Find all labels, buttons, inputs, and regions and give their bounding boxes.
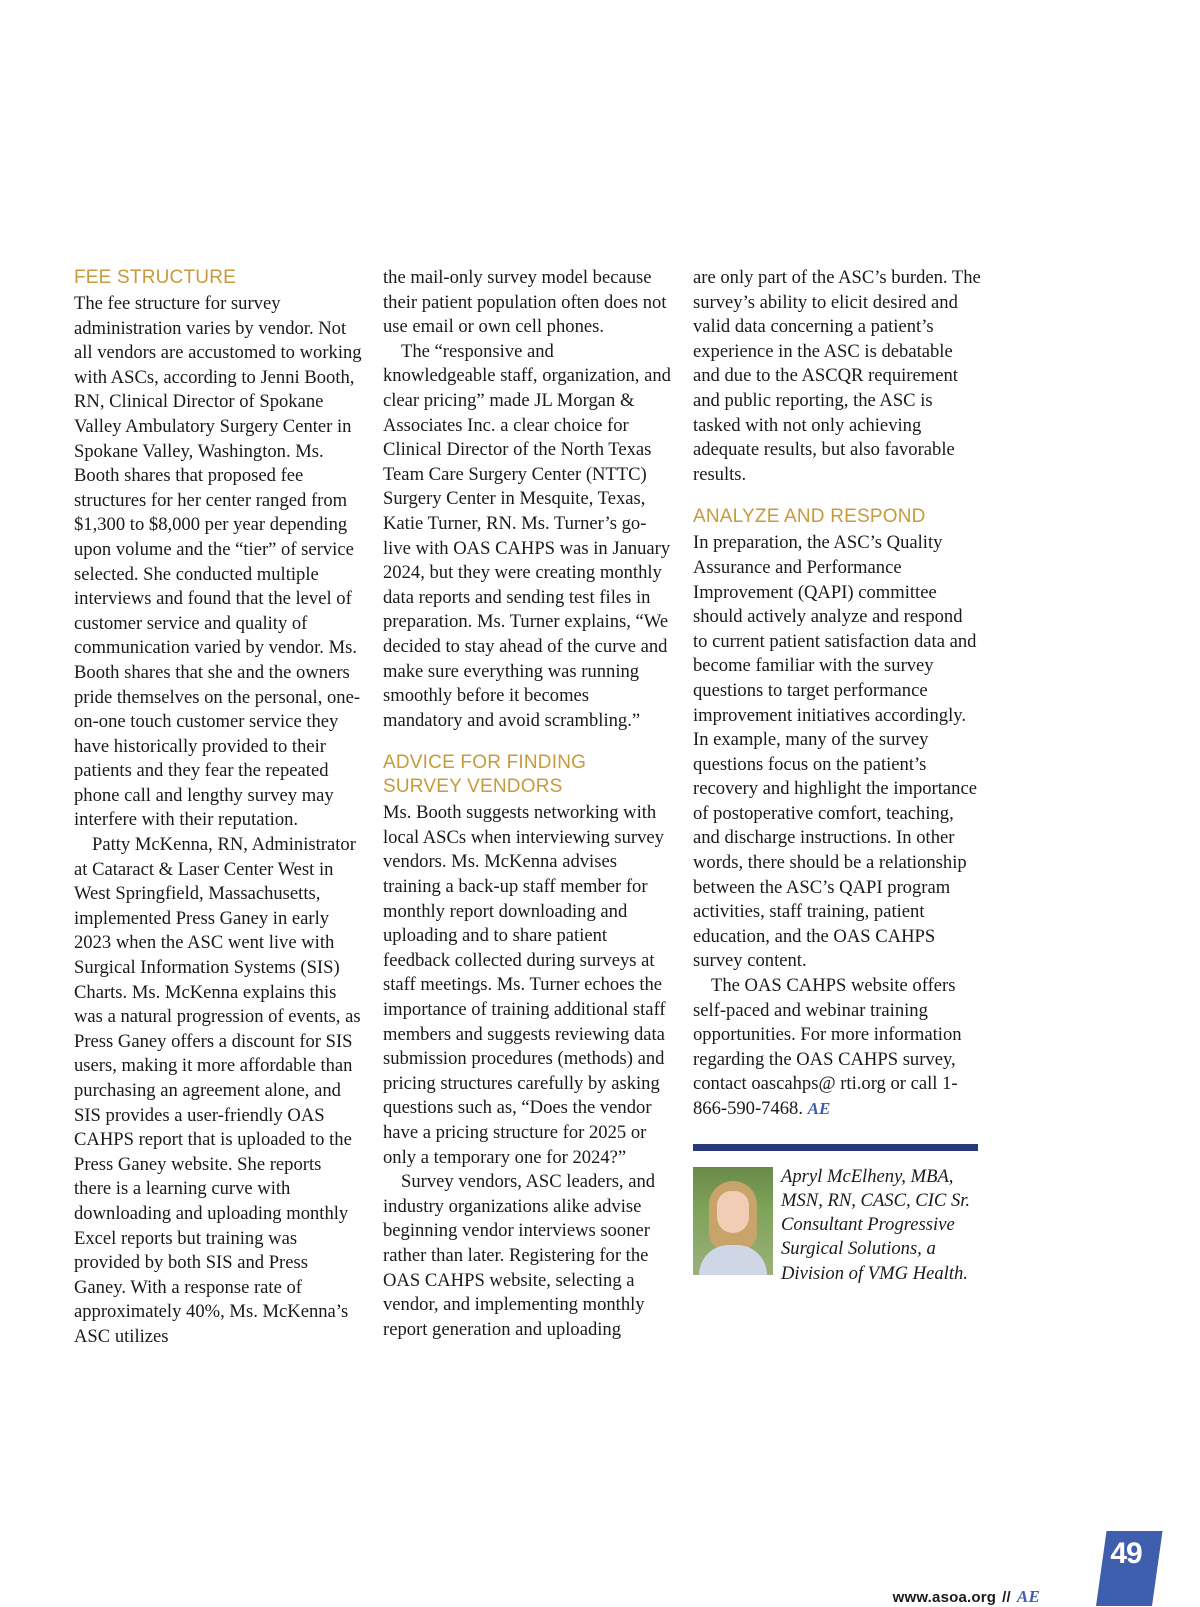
- author-divider: [693, 1144, 978, 1151]
- page-footer: [893, 1587, 1040, 1607]
- paragraph: the mail-only survey model because their patient population often does not use email or own cell phones.: [383, 267, 667, 338]
- heading-line: ADVICE FOR FINDING: [383, 752, 587, 774]
- page-number: 49: [1110, 1537, 1142, 1570]
- article-column-3: [693, 266, 981, 1286]
- heading-line: SURVEY VENDORS: [383, 776, 563, 798]
- footer-separator: //: [1002, 1589, 1011, 1606]
- section-heading-fee-structure: FEE STRUCTURE: [74, 267, 236, 288]
- section-heading-advice: [383, 751, 671, 799]
- paragraph: Survey vendors, ASC leaders, and industry organizations alike advise beginning vendor interviews sooner rather than later. Registering for the OAS CAHPS website, selecting a vendor, and implementing monthly report generation and uploading: [383, 1171, 656, 1340]
- paragraph: Patty McKenna, RN, Administrator at Cataract & Laser Center West in West Springfield, Massachusetts, implemented Press Ganey in early 2023 when the ASC went live with Surgical Information Systems (SIS) Charts. Ms. McKenna explains this was a natural progression of events, as Press Ganey offers a discount for SIS users, making it more affordable than purchasing an agreement alone, and SIS provides a user-friendly OAS CAHPS report that is uploaded to the Press Ganey website. She reports there is a learning curve with downloading and uploading monthly Excel reports but training was provided by both SIS and Press Ganey. With a response rate of approximately 40%, Ms. McKenna’s ASC utilizes: [74, 834, 361, 1347]
- paragraph: In preparation, the ASC’s Quality Assurance and Performance Improvement (QAPI) committee should actively analyze and respond to current patient satisfaction data and become familiar with the survey questions to target performance improvement initiatives accordingly. In example, many of the survey questions focus on the patient’s recovery and highlight the importance of postoperative comfort, teaching, and discharge instructions. In other words, there should be a relationship between the ASC’s QAPI program activities, staff training, patient education, and the OAS CAHPS survey content.: [693, 532, 977, 972]
- paragraph: The fee structure for survey administration varies by vendor. Not all vendors are accustomed to working with ASCs, according to Jenni Booth, RN, Clinical Director of Spokane Valley Ambulatory Surgery Center in Spokane Valley, Washington. Ms. Booth shares that proposed fee structures for her center ranged from $1,300 to $8,000 per year depending upon volume and the “tier” of service selected. She conducted multiple interviews and found that the level of customer service and quality of communication varied by vendor. Ms. Booth shares that she and the owners pride themselves on the personal, one-on-one touch customer service they have historically provided to their patients and they fear the repeated phone call and lengthy survey may interfere with their reputation.: [74, 293, 362, 831]
- footer-magazine-logo: AE: [1016, 1587, 1040, 1606]
- paragraph: are only part of the ASC’s burden. The survey’s ability to elicit desired and valid data concerning a patient’s experience in the ASC is debatable and due to the ASCQR requirement and public reporting, the ASC is tasked with not only achieving adequate results, but also favorable results.: [693, 267, 981, 485]
- footer-url: www.asoa.org: [892, 1589, 997, 1606]
- article-column-2: [383, 266, 671, 1342]
- paragraph: The “responsive and knowledgeable staff, organization, and clear pricing” made JL Morgan & Associates Inc. a clear choice for Clinical Director of the North Texas Team Care Surgery Center (NTTC) Surgery Center in Mesquite, Texas, Katie Turner, RN. Ms. Turner’s go-live with OAS CAHPS was in January 2024, but they were creating monthly data reports and sending test files in preparation. Ms. Turner explains, “We decided to stay ahead of the curve and make sure everything was running smoothly before it becomes mandatory and avoid scrambling.”: [383, 340, 671, 731]
- author-box: [693, 1165, 981, 1286]
- article-column-1: [74, 266, 362, 1350]
- section-heading-analyze: ANALYZE AND RESPOND: [693, 506, 926, 528]
- paragraph: Ms. Booth suggests networking with local ASCs when interviewing survey vendors. Ms. McKenna advises training a back-up staff member for monthly report downloading and uploading and to share patient feedback collected during surveys at staff meetings. Ms. Turner echoes the importance of training additional staff members and suggests reviewing data submission procedures (methods) and pricing structures carefully by asking questions such as, “Does the vendor have a pricing structure for 2025 or only a temporary one for 2024?”: [383, 802, 666, 1168]
- paragraph: [693, 974, 981, 1122]
- paragraph-text: The OAS CAHPS website offers self-paced and webinar training opportunities. For more information regarding the OAS CAHPS survey, contact oascahps@ rti.org or call 1-866-590-7468.: [693, 975, 962, 1119]
- author-photo: [693, 1167, 773, 1275]
- author-bio: Apryl McElheny, MBA, MSN, RN, CASC, CIC Sr. Consultant Progressive Surgical Solutions, a Division of VMG Health.: [781, 1165, 971, 1284]
- article-end-mark: AE: [807, 1099, 831, 1118]
